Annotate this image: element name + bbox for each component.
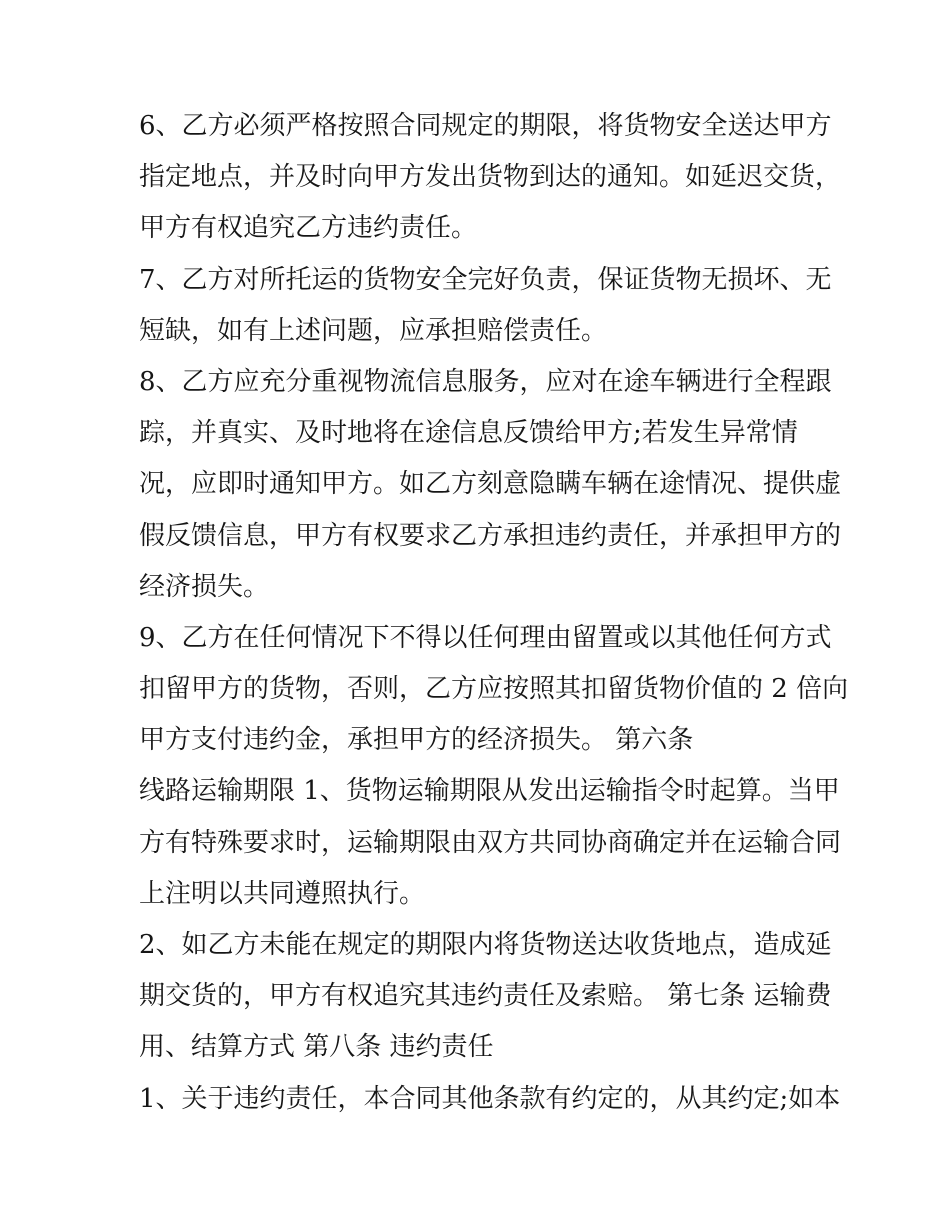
text-line: 甲方支付违约金，承担甲方的经济损失。 第六条 [139, 725, 694, 756]
text-line: 上注明以共同遵照执行。 [139, 878, 426, 909]
text-line: 假反馈信息，甲方有权要求乙方承担违约责任，并承担甲方的 [139, 520, 842, 551]
text-line: 2、如乙方未能在规定的期限内将货物送达收货地点，造成延 [139, 930, 832, 960]
text-line: 短缺，如有上述问题，应承担赔偿责任。 [139, 315, 608, 346]
text-line: 扣留甲方的货物，否则，乙方应按照其扣留货物价值的 2 倍向 [139, 674, 849, 705]
text-line: 况，应即时通知甲方。如乙方刻意隐瞒车辆在途情况、提供虚 [139, 469, 842, 500]
text-line: 线路运输期限 1、货物运输期限从发出运输指令时起算。当甲 [139, 776, 840, 807]
text-line: 经济损失。 [139, 571, 270, 602]
text-line: 1、关于违约责任，本合同其他条款有约定的，从其约定;如本 [139, 1083, 841, 1114]
text-line: 踪，并真实、及时地将在途信息反馈给甲方;若发生异常情 [139, 418, 798, 449]
text-line: 7、乙方对所托运的货物安全完好负责，保证货物无损坏、无 [139, 264, 832, 295]
text-line: 期交货的，甲方有权追究其违约责任及索赔。 第七条 运输费 [139, 981, 832, 1012]
contract-text-block [139, 101, 849, 1125]
text-line: 甲方有权追究乙方违约责任。 [139, 213, 478, 244]
text-line: 8、乙方应充分重视物流信息服务，应对在途车辆进行全程跟 [139, 366, 832, 397]
text-line: 9、乙方在任何情况下不得以任何理由留置或以其他任何方式 [139, 622, 832, 653]
text-line: 指定地点，并及时向甲方发出货物到达的通知。如延迟交货， [139, 162, 842, 193]
text-line: 6、乙方必须严格按照合同规定的期限，将货物安全送达甲方 [139, 111, 832, 141]
text-line: 方有特殊要求时，运输期限由双方共同协商确定并在运输合同 [139, 827, 842, 858]
text-line: 用、结算方式 第八条 违约责任 [139, 1032, 494, 1063]
